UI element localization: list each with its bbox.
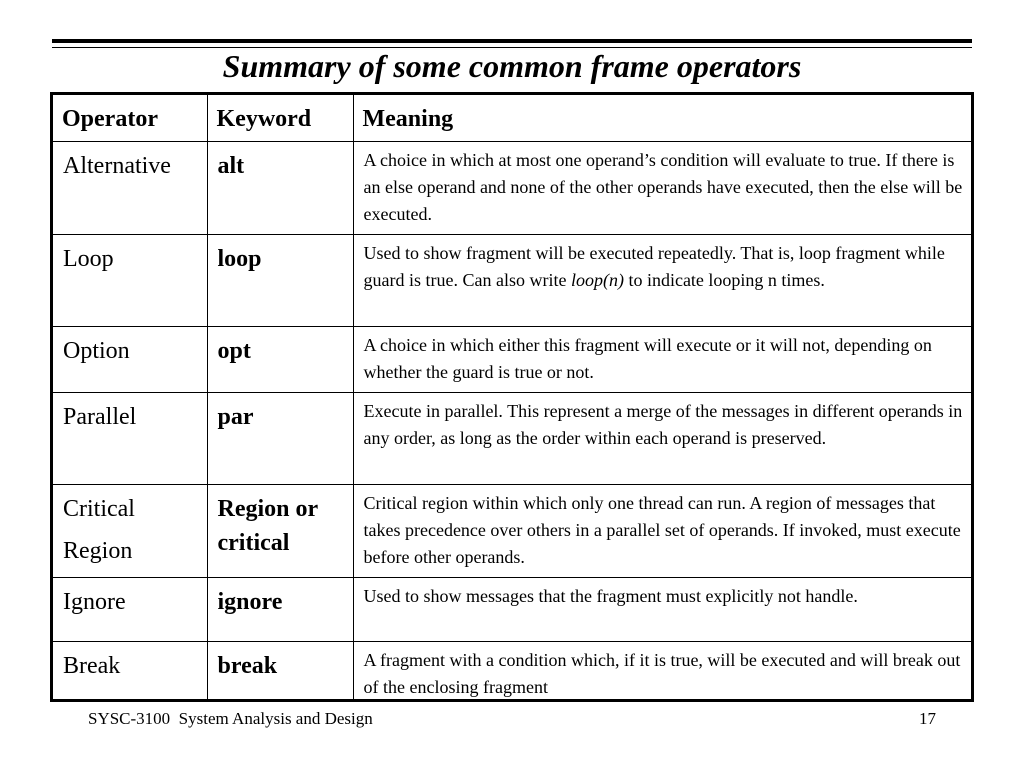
- operators-table: [53, 95, 971, 702]
- table-row-parallel: [53, 393, 971, 485]
- meaning-italic-text: loop(n): [570, 270, 624, 290]
- operator-line: Critical: [63, 496, 135, 522]
- table-header-row: [53, 95, 971, 142]
- meaning-text-end: to indicate looping n times.: [623, 270, 825, 290]
- meaning-cell: A fragment with a condition which, if it is true, will be executed and will break out of the enclosing fragment: [353, 642, 971, 703]
- meaning-text: Used to show fragment will be executed repeatedly. That is, loop fragment while guard is true. Can also write: [363, 243, 945, 290]
- keyword-cell: [207, 485, 353, 578]
- header-meaning: Meaning: [353, 95, 971, 142]
- operator-cell: Break: [53, 642, 207, 703]
- table-row-break: [53, 642, 971, 703]
- keyword-cell: loop: [207, 235, 353, 327]
- operator-cell: Alternative: [53, 142, 207, 235]
- meaning-cell: A choice in which at most one operand’s condition will evaluate to true. If there is an else operand and none of the other operands have executed, then the else will be executed.: [353, 142, 971, 235]
- keyword-line: critical: [217, 530, 290, 556]
- meaning-cell: Critical region within which only one thread can run. A region of messages that takes precedence over others in a parallel set of operands. If invoked, must execute before other operands.: [353, 485, 971, 578]
- table-row-option: [53, 327, 971, 393]
- operator-cell: Ignore: [53, 578, 207, 642]
- meaning-cell: Used to show messages that the fragment must explicitly not handle.: [353, 578, 971, 642]
- meaning-cell: Execute in parallel. This represent a merge of the messages in different operands in any order, as long as the order within each operand is preserved.: [353, 393, 971, 485]
- header-operator: Operator: [53, 95, 207, 142]
- keyword-cell: ignore: [207, 578, 353, 642]
- footer-course-title: SYSC-3100 System Analysis and Design: [88, 709, 373, 728]
- operator-cell: Loop: [53, 235, 207, 327]
- title-rule-thick: [52, 39, 972, 43]
- keyword-cell: break: [207, 642, 353, 703]
- operators-table-frame: [50, 92, 974, 702]
- meaning-cell: [353, 235, 971, 327]
- table-row-loop: [53, 235, 971, 327]
- header-keyword: Keyword: [207, 95, 353, 142]
- keyword-cell: alt: [207, 142, 353, 235]
- operator-cell: Option: [53, 327, 207, 393]
- table-row-alternative: [53, 142, 971, 235]
- keyword-cell: opt: [207, 327, 353, 393]
- slide-title: Summary of some common frame operators: [222, 48, 802, 84]
- table-row-critical-region: [53, 485, 971, 578]
- keyword-cell: par: [207, 393, 353, 485]
- operator-cell: Parallel: [53, 393, 207, 485]
- keyword-line: Region or: [217, 496, 319, 522]
- operator-line: Region: [63, 538, 133, 564]
- meaning-cell: A choice in which either this fragment will execute or it will not, depending on whether the guard is true or not.: [353, 327, 971, 393]
- operator-cell: [53, 485, 207, 578]
- table-row-ignore: [53, 578, 971, 642]
- footer-page-number: 17: [919, 709, 936, 728]
